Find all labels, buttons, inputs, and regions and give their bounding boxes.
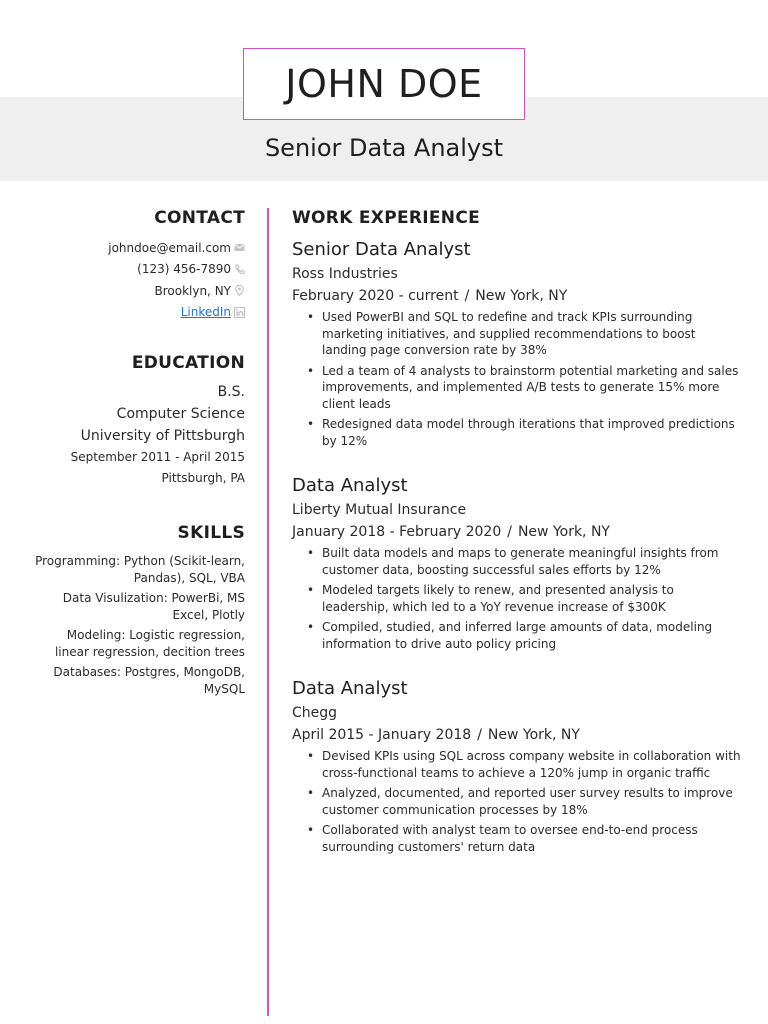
skills-heading: SKILLS bbox=[177, 523, 245, 543]
job-bullets bbox=[292, 545, 742, 652]
skill-item: Modeling: Logistic regression, linear regression, decition trees bbox=[54, 628, 245, 659]
phone-text: (123) 456-7890 bbox=[137, 262, 231, 277]
bullet-item: • Analyzed, documented, and reported user survey results to improve customer communication processes by 18% bbox=[307, 786, 733, 817]
contact-phone[interactable] bbox=[30, 259, 245, 281]
education-major: Computer Science bbox=[116, 406, 245, 422]
bullet-item: • Redesigned data model through iterations that improved predictions by 12% bbox=[307, 417, 735, 448]
job-dates: January 2018 - February 2020 bbox=[292, 524, 502, 540]
job-dates: February 2020 - current bbox=[292, 288, 459, 304]
contact-list bbox=[30, 237, 245, 323]
skills-section bbox=[30, 523, 245, 698]
job-meta bbox=[292, 287, 742, 305]
job-bullets bbox=[292, 309, 742, 449]
job-role: Data Analyst bbox=[292, 678, 408, 699]
right-column bbox=[292, 208, 742, 859]
bullet-item: • Led a team of 4 analysts to brainstorm potential marketing and sales improvements, and implemented A/B tests to generate 15% more client leads bbox=[307, 363, 739, 411]
job-entry bbox=[292, 678, 742, 855]
bullet-text: Collaborated with analyst team to oversee end-to-end process surrounding customers' return data bbox=[322, 823, 698, 854]
job-dates: April 2015 - January 2018 bbox=[292, 727, 472, 743]
education-heading: EDUCATION bbox=[131, 353, 245, 373]
bullet-item: • Used PowerBI and SQL to redefine and track KPIs surrounding marketing initiatives, and supplied recommendations to boost landing page conversion rate by 38% bbox=[307, 310, 696, 357]
location-text: Brooklyn, NY bbox=[154, 283, 231, 298]
left-column bbox=[30, 208, 245, 701]
skill-item: Databases: Postgres, MongoDB, MySQL bbox=[53, 665, 245, 696]
education-school: University of Pittsburgh bbox=[80, 428, 245, 444]
name-box bbox=[243, 48, 525, 120]
job-entry bbox=[292, 475, 742, 652]
bullet-text: Analyzed, documented, and reported user survey results to improve customer communication processes by 18% bbox=[322, 786, 733, 817]
email-icon bbox=[234, 242, 245, 253]
meta-separator: / bbox=[464, 288, 470, 304]
education-section bbox=[30, 353, 245, 489]
skill-item: Programming: Python (Scikit-learn, Pandas), SQL, VBA bbox=[35, 554, 245, 585]
phone-icon bbox=[234, 264, 245, 275]
contact-location[interactable] bbox=[30, 280, 245, 302]
bullet-item: • Collaborated with analyst team to oversee end-to-end process surrounding customers' return data bbox=[307, 823, 698, 854]
job-company: Liberty Mutual Insurance bbox=[292, 502, 467, 518]
job-meta bbox=[292, 726, 742, 744]
experience-heading: WORK EXPERIENCE bbox=[292, 208, 481, 228]
education-degree: B.S. bbox=[217, 384, 245, 400]
email-text: johndoe@email.com bbox=[108, 240, 231, 255]
bullet-item: • Built data models and maps to generate meaningful insights from customer data, boosting successful sales efforts by 12% bbox=[307, 546, 719, 577]
linkedin-link[interactable]: LinkedIn bbox=[180, 305, 231, 320]
skill-item: Data Visulization: PowerBi, MS Excel, Plotly bbox=[62, 591, 245, 622]
bullet-item: • Devised KPIs using SQL across company website in collaboration with cross-functional teams to achieve a 120% jump in organic traffic bbox=[307, 749, 741, 780]
education-location: Pittsburgh, PA bbox=[161, 471, 245, 485]
bullet-item: • Compiled, studied, and inferred large amounts of data, modeling information to drive auto policy pricing bbox=[307, 620, 713, 651]
bullet-text: Modeled targets likely to renew, and presented analysis to leadership, which led to a YoY revenue increase of $300K bbox=[322, 583, 674, 614]
bullet-item: • Modeled targets likely to renew, and presented analysis to leadership, which led to a YoY revenue increase of $300K bbox=[307, 583, 674, 614]
education-dates: September 2011 - April 2015 bbox=[70, 450, 245, 464]
bullet-text: Redesigned data model through iterations that improved predictions by 12% bbox=[322, 417, 735, 448]
job-company: Chegg bbox=[292, 705, 338, 721]
contact-email[interactable] bbox=[30, 237, 245, 259]
job-bullets bbox=[292, 748, 742, 855]
job-entry bbox=[292, 239, 742, 449]
job-location: New York, NY bbox=[487, 727, 580, 743]
job-location: New York, NY bbox=[517, 524, 610, 540]
candidate-title: Senior Data Analyst bbox=[264, 134, 504, 162]
meta-separator: / bbox=[477, 727, 482, 743]
job-role: Data Analyst bbox=[292, 475, 408, 496]
contact-section bbox=[30, 208, 245, 323]
job-meta bbox=[292, 523, 742, 541]
job-company: Ross Industries bbox=[292, 266, 398, 282]
job-location: New York, NY bbox=[475, 288, 568, 304]
bullet-text: Compiled, studied, and inferred large amounts of data, modeling information to drive auto policy pricing bbox=[322, 620, 713, 651]
bullet-text: Devised KPIs using SQL across company website in collaboration with cross-functional teams to achieve a 120% jump in organic traffic bbox=[322, 749, 741, 780]
linkedin-icon bbox=[234, 307, 245, 318]
contact-heading: CONTACT bbox=[154, 208, 245, 228]
bullet-text: Built data models and maps to generate meaningful insights from customer data, boosting successful sales efforts by 12% bbox=[322, 546, 719, 577]
meta-separator: / bbox=[507, 524, 512, 540]
column-divider bbox=[267, 208, 269, 1016]
contact-linkedin[interactable] bbox=[30, 302, 245, 324]
bullet-text: Used PowerBI and SQL to redefine and track KPIs surrounding marketing initiatives, and supplied recommendations to boost landing page conversion rate by 38% bbox=[322, 310, 696, 357]
candidate-name: JOHN DOE bbox=[285, 62, 483, 106]
bullet-text: Led a team of 4 analysts to brainstorm potential marketing and sales improvements, and implemented A/B tests to generate 15% more client leads bbox=[322, 363, 739, 411]
location-icon bbox=[234, 285, 245, 296]
job-role: Senior Data Analyst bbox=[292, 239, 471, 260]
